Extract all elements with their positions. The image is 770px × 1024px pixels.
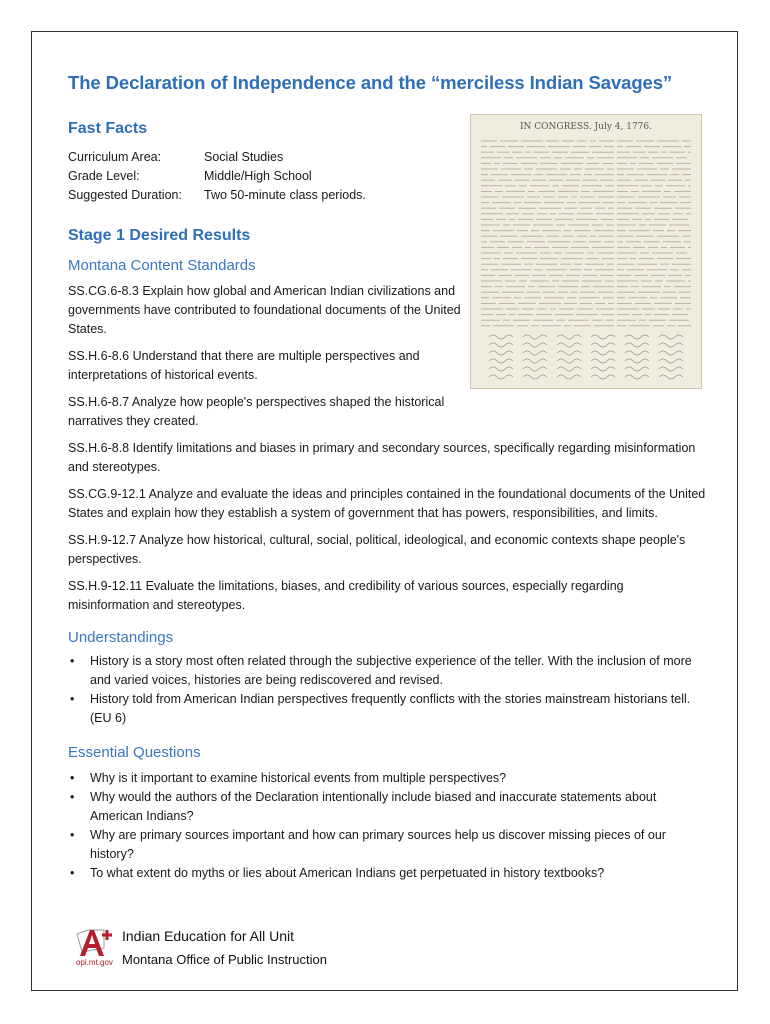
- understandings-list: [68, 652, 708, 728]
- footer-unit-title: Indian Education for All Unit: [122, 928, 294, 944]
- essential-questions-list: [68, 769, 708, 883]
- standard-item: SS.CG.6-8.3 Explain how global and American Indian civilizations and governments have contributed to foundational documents of the United States.: [68, 284, 461, 336]
- stage1-heading: Stage 1 Desired Results: [68, 227, 251, 244]
- declaration-image: [470, 114, 702, 389]
- declaration-parchment-icon: [471, 115, 701, 388]
- understandings-heading: Understandings: [68, 629, 174, 646]
- list-item: • To what extent do myths or lies about American Indians get perpetuated in history textbooks?: [68, 864, 708, 883]
- document-title: The Declaration of Independence and the “merciless Indian Savages”: [68, 72, 673, 93]
- standard-item: SS.H.6-8.7 Analyze how people's perspectives shaped the historical narratives they created.: [68, 395, 445, 428]
- footer-office-name: Montana Office of Public Instruction: [122, 952, 327, 967]
- standards-heading: Montana Content Standards: [68, 257, 256, 274]
- standard-item: SS.H.9-12.11 Evaluate the limitations, biases, and credibility of various sources, especially regarding misinformation and stereotypes.: [68, 579, 624, 612]
- document-page: [31, 31, 738, 991]
- fact-value: Two 50-minute class periods.: [204, 188, 366, 202]
- list-item: • History told from American Indian perspectives frequently conflicts with the stories mainstream historians tell. (EU 6): [68, 690, 708, 728]
- list-item: • Why would the authors of the Declaration intentionally include biased and inaccurate statements about American Indians?: [68, 788, 708, 826]
- standard-item: SS.H.6-8.6 Understand that there are multiple perspectives and interpretations of historical events.: [68, 349, 420, 382]
- essential-questions-heading: Essential Questions: [68, 744, 201, 761]
- fact-label: Curriculum Area:: [68, 150, 162, 164]
- list-item: • Why is it important to examine historical events from multiple perspectives?: [68, 769, 708, 788]
- standard-item: SS.H.6-8.8 Identify limitations and biases in primary and secondary sources, specifically regarding misinformation and stereotypes.: [68, 441, 696, 474]
- list-item: • History is a story most often related through the subjective experience of the teller. With the inclusion of more and varied voices, histories are being rediscovered and revised.: [68, 652, 708, 690]
- standard-item: SS.CG.9-12.1 Analyze and evaluate the ideas and principles contained in the foundational documents of the United States and explain how they establish a system of government that has powers, responsibilities, and limits.: [68, 487, 706, 520]
- fact-label: Grade Level:: [68, 169, 140, 183]
- fast-facts-heading: Fast Facts: [68, 120, 148, 137]
- fact-value: Middle/High School: [204, 169, 312, 183]
- footer-logo: [74, 926, 374, 976]
- list-item: • Why are primary sources important and how can primary sources help us discover missing pieces of our history?: [68, 826, 708, 864]
- image-header-text: IN CONGRESS. July 4, 1776.: [520, 122, 652, 132]
- fact-label: Suggested Duration:: [68, 188, 182, 202]
- standard-item: SS.H.9-12.7 Analyze how historical, cultural, social, political, ideological, and economic contexts shape people's perspectives.: [68, 533, 686, 566]
- fact-value: Social Studies: [204, 150, 284, 164]
- footer-url: opi.mt.gov: [76, 958, 113, 967]
